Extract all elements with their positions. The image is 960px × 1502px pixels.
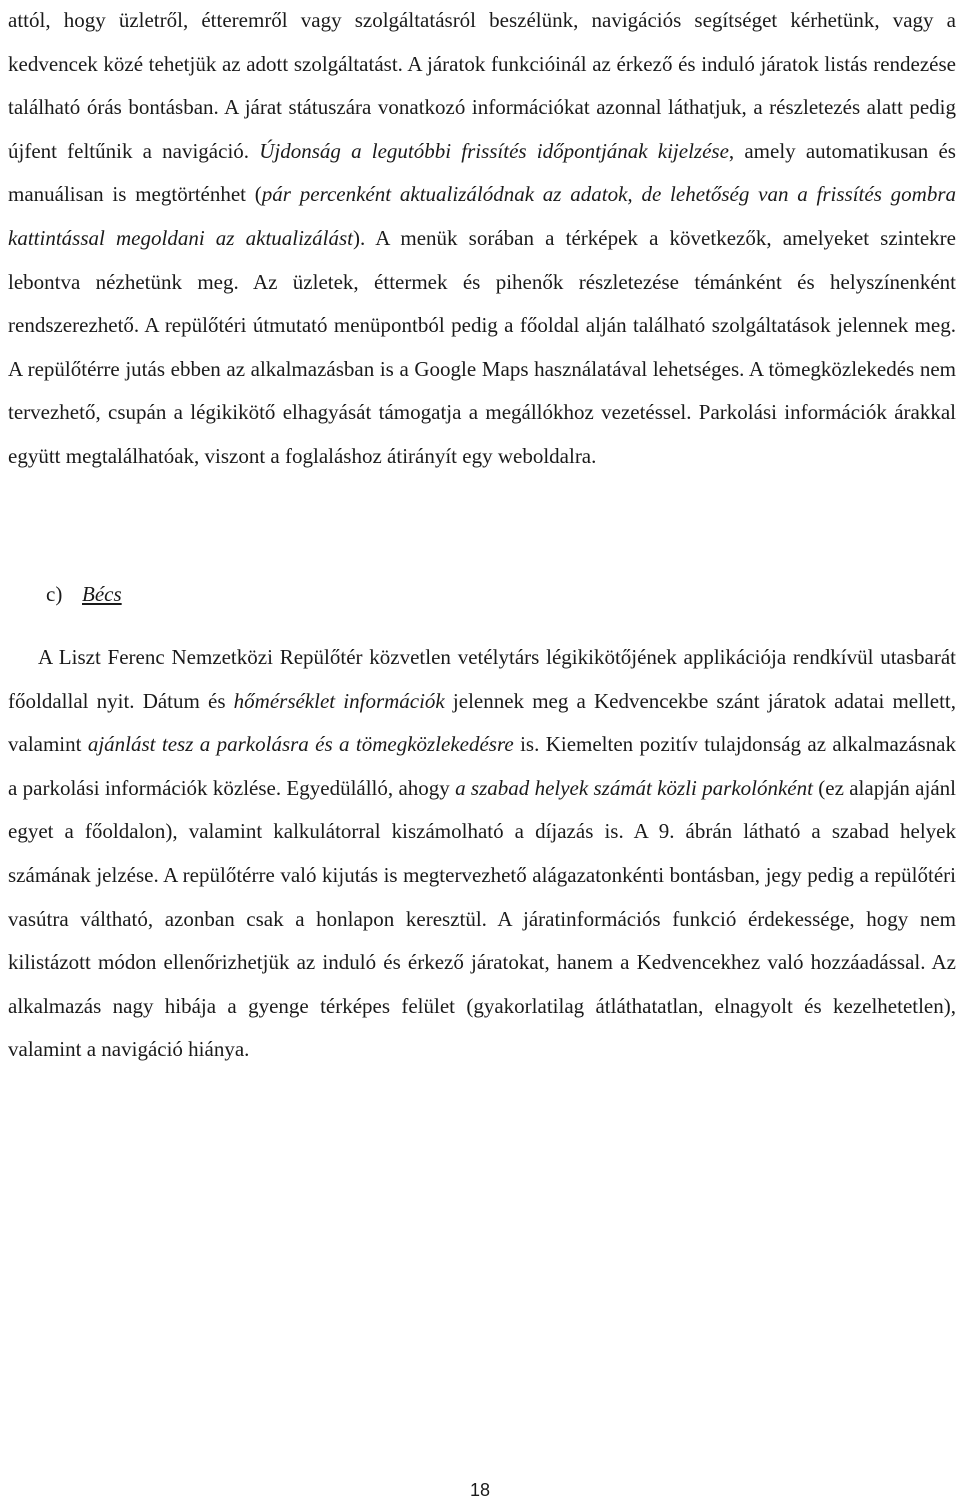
paragraph-1-text-3: ). A menük sorában a térképek a következők, amelyeket szintekre lebontva nézhetünk meg. Az üzletek, éttermek és pihenők részletezése témánként és helyszínenként rendszerezhető. A repülőtéri útmutató menüpontból pedig a főoldal alján található szolgáltatások jelennek meg. A repülőtérre jutás ebben az alkalmazásban is a Google Maps használatával lehetséges. A tömegközlekedés nem tervezhető, csupán a légikikötő elhagyását támogatja a megállókhoz vezetéssel. Parkolási információk árakkal együtt megtalálhatóak, viszont a foglaláshoz átirányít egy weboldalra.	[8, 225, 956, 468]
paragraph-1-italic-1: Újdonság a legutóbbi frissítés időpontjának kijelzése	[259, 138, 729, 163]
paragraph-1-text-1: attól, hogy üzletről, étteremről vagy szolgáltatásról beszélünk, navigációs segítséget kérhetünk, vagy a kedvencek közé tehetjük az adott szolgáltatást. A járatok funkcióinál az érkező és induló járatok listás rendezése található órás bontásban. A járat státuszára vonatkozó információkat azonnal láthatjuk, a részletezés alatt pedig újfent feltűnik a navigáció.	[8, 8, 956, 163]
paragraph-2-italic-1: hőmérséklet információk	[233, 688, 445, 713]
section-heading	[46, 576, 122, 612]
paragraph-2-italic-3: a szabad helyek számát közli parkolónként	[455, 775, 813, 800]
paragraph-1-text-2: , amely automatikusan és manuálisan is megtörténhet (	[8, 138, 956, 207]
body-paragraph-1	[8, 0, 956, 479]
paragraph-2-text-3: is. Kiemelten pozitív tulajdonság az alkalmazásnak a parkolási információk közlése. Egyedülálló, ahogy	[8, 732, 956, 800]
paragraph-2-text-2: jelennek meg a Kedvencekbe szánt járatok adatai mellett, valamint	[8, 688, 957, 757]
paragraph-2-text-4: (ez alapján ajánl egyet a főoldalon), valamint kalkulátorral kiszámolható a díjazás is. A 9. ábrán látható a szabad helyek számának jelzése. A repülőtérre való kijutás is megtervezhető alágazatonkénti bontásban, jegy pedig a repülőtéri vasútra váltható, azonban csak a honlapon keresztül. A járatinformációs funkció érdekessége, hogy nem kilistázott módon ellenőrizhetjük az induló és érkező járatokat, hanem a Kedvencekhez való hozzáadással. Az alkalmazás nagy hibája a gyenge térképes felület (gyakorlatilag átláthatatlan, elnagyolt és kezelhetetlen), valamint a navigáció hiánya.	[8, 775, 956, 1062]
section-label: c)	[46, 582, 63, 606]
section-title: Bécs	[82, 582, 122, 606]
page-number: 18	[469, 1480, 491, 1500]
paragraph-2-italic-2: ajánlást tesz a parkolásra és a tömegközlekedésre	[87, 732, 514, 757]
body-paragraph-2	[8, 636, 956, 1072]
paragraph-2-text-1: A Liszt Ferenc Nemzetközi Repülőtér közvetlen vetélytárs légikikötőjének applikációja rendkívül utasbarát főoldallal nyit. Dátum és	[8, 645, 956, 713]
paragraph-1-italic-2: pár percenként aktualizálódnak az adatok, de lehetőség van a frissítés gombra kattintással megoldani az aktualizálást	[8, 182, 956, 250]
